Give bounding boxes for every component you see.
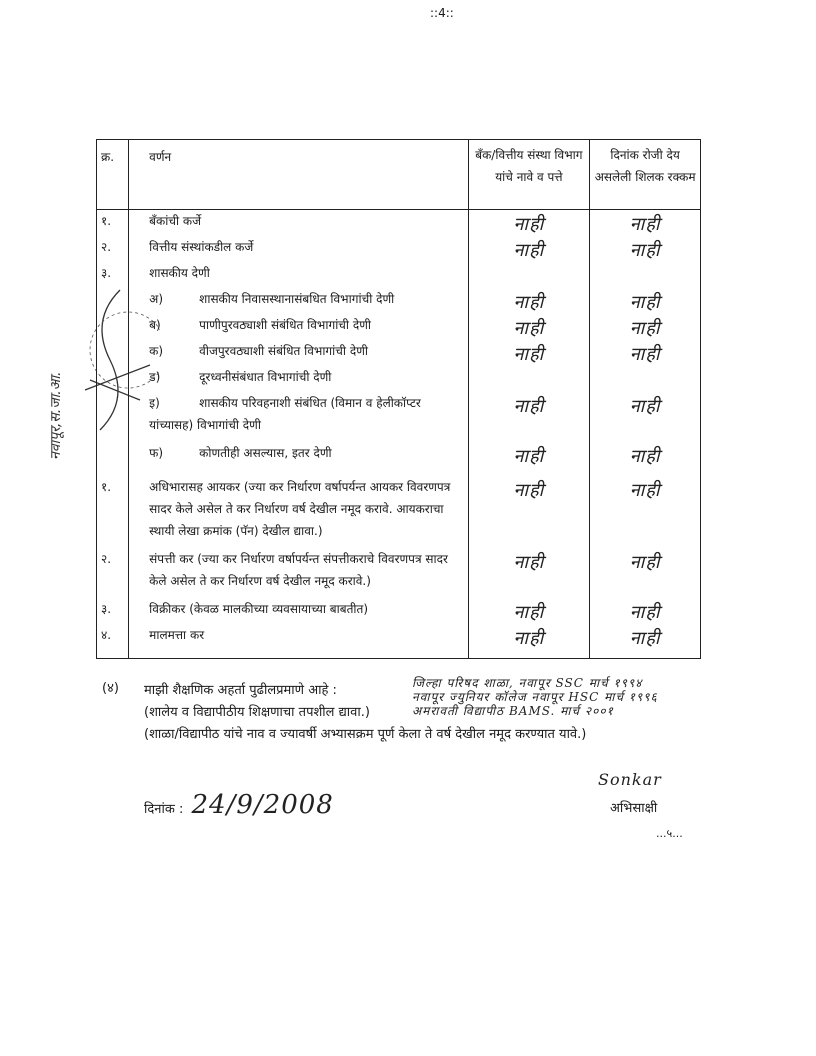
- row-amount-value: नाही: [590, 314, 701, 340]
- row-bank-value: [468, 366, 590, 392]
- row-number: १.: [97, 210, 129, 237]
- row-description: मालमत्ता कर: [129, 624, 468, 659]
- table-subrow: [97, 340, 701, 366]
- row-bank-value: नाही: [468, 210, 590, 237]
- row-amount-value: नाही: [590, 392, 701, 442]
- education-entry: अमरावती विद्यापीठ BAMS. मार्च २००१: [412, 704, 614, 718]
- table-row: [97, 476, 701, 548]
- sub-label: अ): [149, 292, 164, 306]
- table-row: [97, 236, 701, 262]
- table-row: [97, 210, 701, 237]
- header-bank: बँक/वित्तीय संस्था विभाग यांचे नावे व पत्ते: [468, 140, 590, 210]
- table-row: [97, 624, 701, 659]
- row-amount-value: नाही: [590, 624, 701, 659]
- row-bank-value: नाही: [468, 340, 590, 366]
- education-line-2: (शालेय व विद्यापीठीय शिक्षणाचा तपशील द्यावा.): [144, 705, 370, 720]
- sub-description: शासकीय परिवहनाशी संबंधित (विमान व हेलीकॉप्टर यांच्यासह) विभागांची देणी: [149, 396, 421, 432]
- header-amount: दिनांक रोजी देय असलेली शिलक रक्कम: [590, 140, 701, 210]
- row-description: संपत्ती कर (ज्या कर निर्धारण वर्षापर्यन्त संपत्तीकराचे विवरणपत्र सादर केले असेल ते कर निर्धारण वर्ष देखील नमूद करावे.): [129, 548, 468, 598]
- table-row: [97, 598, 701, 624]
- row-bank-value: [468, 262, 590, 288]
- sub-description: शासकीय निवासस्थानासंबधित विभागांची देणी: [199, 292, 395, 306]
- signature-label: अभिसाक्षी: [610, 801, 658, 816]
- table-subrow: [97, 442, 701, 476]
- sub-label: इ): [149, 396, 160, 410]
- row-amount-value: नाही: [590, 476, 701, 548]
- row-number: ४.: [97, 624, 129, 659]
- row-number: ३.: [97, 598, 129, 624]
- row-bank-value: नाही: [468, 392, 590, 442]
- row-number: १.: [97, 476, 129, 548]
- education-entry: नवापूर ज्युनियर कॉलेज नवापूर HSC मार्च १९९६: [412, 690, 658, 704]
- sub-description: पाणीपुरवठ्याशी संबंधित विभागांची देणी: [199, 318, 372, 332]
- row-description: शासकीय देणी: [129, 262, 468, 288]
- page-number: ::4::: [430, 6, 454, 20]
- signature-block: [598, 770, 718, 789]
- table-subrow: [97, 288, 701, 314]
- declaration-table: [96, 139, 701, 659]
- row-amount-value: नाही: [590, 340, 701, 366]
- row-number: २.: [97, 548, 129, 598]
- sub-description: कोणतीही असल्यास, इतर देणी: [199, 446, 332, 460]
- row-amount-value: नाही: [590, 210, 701, 237]
- sub-description: वीजपुरवठ्याशी संबंधित विभागांची देणी: [199, 344, 368, 358]
- row-description: बँकांची कर्जे: [129, 210, 468, 237]
- row-bank-value: नाही: [468, 288, 590, 314]
- header-description: वर्णन: [129, 140, 468, 210]
- row-bank-value: नाही: [468, 624, 590, 659]
- continuation-mark: ...५...: [656, 827, 683, 840]
- row-bank-value: नाही: [468, 476, 590, 548]
- row-description: विक्रीकर (केवळ मालकीच्या व्यवसायाच्या बाबतीत): [129, 598, 468, 624]
- row-amount-value: नाही: [590, 288, 701, 314]
- education-section-number: (४): [102, 681, 119, 696]
- date-value: 24/9/2008: [191, 790, 334, 820]
- row-bank-value: नाही: [468, 314, 590, 340]
- row-bank-value: नाही: [468, 548, 590, 598]
- sub-label: फ): [149, 446, 164, 460]
- row-amount-value: नाही: [590, 548, 701, 598]
- date-label: दिनांक :: [144, 802, 184, 817]
- side-margin-note: नवापूर,स.जा.आ.: [48, 371, 64, 460]
- row-number: २.: [97, 236, 129, 262]
- row-description: वित्तीय संस्थांकडील कर्जे: [129, 236, 468, 262]
- row-bank-value: नाही: [468, 598, 590, 624]
- row-amount-value: नाही: [590, 598, 701, 624]
- table-row: [97, 262, 701, 288]
- row-bank-value: नाही: [468, 236, 590, 262]
- education-line-1: माझी शैक्षणिक अहर्ता पुढीलप्रमाणे आहे :: [144, 683, 337, 698]
- sub-label: ब): [149, 318, 161, 332]
- table-row: [97, 548, 701, 598]
- date-block: [144, 790, 334, 820]
- education-entry: जिल्हा परिषद शाळा, नवापूर SSC मार्च १९९४: [412, 676, 643, 690]
- row-amount-value: नाही: [590, 442, 701, 476]
- sub-label: क): [149, 344, 164, 358]
- row-number: ३.: [97, 262, 129, 288]
- row-amount-value: [590, 366, 701, 392]
- table-subrow: [97, 366, 701, 392]
- row-amount-value: [590, 262, 701, 288]
- row-bank-value: नाही: [468, 442, 590, 476]
- sub-label: ड): [149, 370, 161, 384]
- sub-description: दूरध्वनीसंबंधात विभागांची देणी: [199, 370, 332, 384]
- row-amount-value: नाही: [590, 236, 701, 262]
- education-handwritten: [408, 676, 802, 718]
- signature-scrawl: Sonkar: [598, 770, 662, 789]
- row-description: अधिभारासह आयकर (ज्या कर निर्धारण वर्षापर्यन्त आयकर विवरणपत्र सादर केले असेल ते कर निर्धारण वर्ष देखील नमूद करावे. आयकराचा स्थायी लेखा क्रमांक (पॅन) देखील द्यावा.): [129, 476, 468, 548]
- table-subrow: [97, 314, 701, 340]
- table-subrow: [97, 392, 701, 442]
- education-line-3: (शाळा/विद्यापीठ यांचे नाव व ज्यावर्षी अभ्यासक्रम पूर्ण केला ते वर्ष देखील नमूद करण्यात यावे.): [144, 727, 587, 742]
- header-no: क्र.: [97, 140, 129, 210]
